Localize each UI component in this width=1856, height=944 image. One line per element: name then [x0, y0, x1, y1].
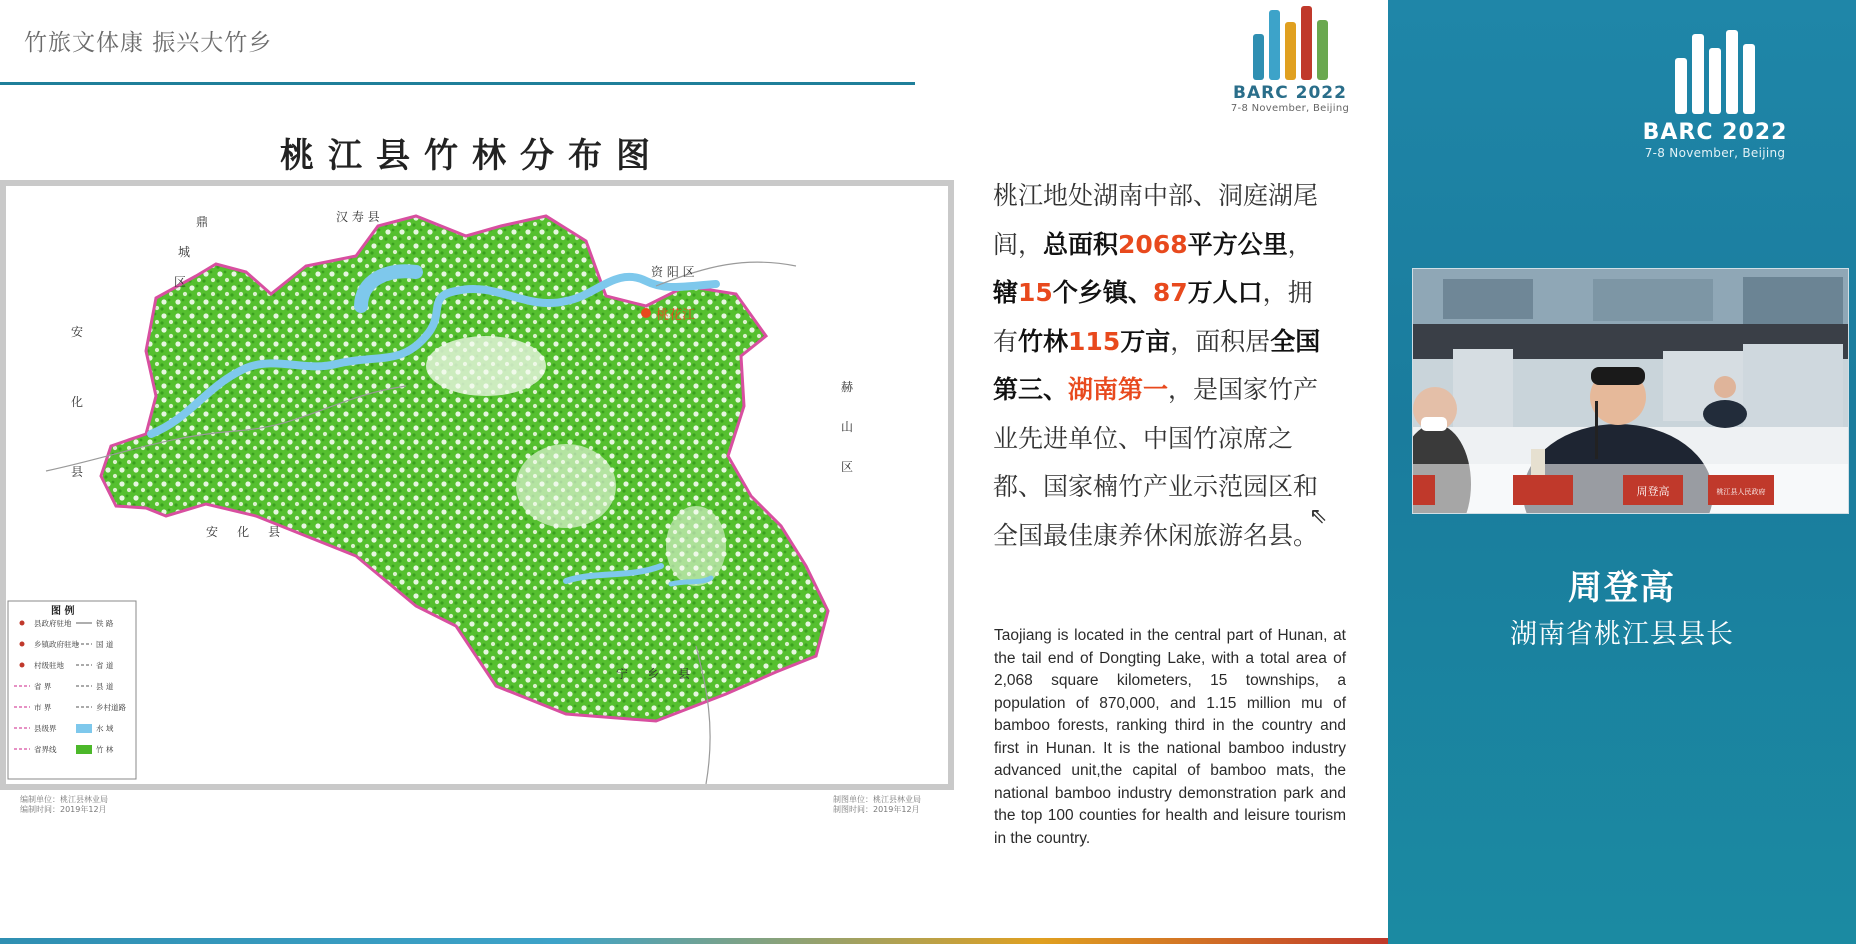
map-canvas: [6, 186, 948, 784]
legend-item-label: 乡村道路: [96, 703, 126, 712]
map-legend: [8, 601, 136, 779]
valley-patch: [516, 444, 616, 528]
zh-highlight-area: 2068: [1118, 229, 1188, 259]
zh-bold-run: 总面积: [1043, 229, 1119, 259]
barc-logo-date: 7-8 November, Beijing: [1230, 103, 1350, 114]
valley-patch: [666, 506, 726, 586]
legend-item-label: 省界线: [34, 745, 57, 754]
legend-item-label: 竹 林: [96, 745, 114, 754]
label-e-2: 山: [841, 420, 854, 434]
zh-bold-run: 平方公里: [1187, 229, 1288, 259]
speaker-sidebar: [1388, 0, 1856, 944]
label-ne: 资 阳 区: [651, 265, 695, 279]
legend-item-label: 县级界: [34, 724, 57, 733]
valley-patch: [426, 336, 546, 396]
legend-item-label: 省 界: [34, 682, 52, 691]
zh-bold-run: 辖: [993, 278, 1019, 307]
barc-logo: [1226, 2, 1354, 114]
zh-text-run: ，面积居: [1170, 326, 1271, 356]
barc-logo-text: BARC 2022: [1642, 120, 1788, 145]
map-footnote-left: [20, 795, 108, 815]
legend-symbol: [20, 642, 25, 647]
label-w-1: 安: [71, 325, 84, 339]
speaker-video-feed[interactable]: [1412, 268, 1849, 514]
label-north: 汉 寿 县: [336, 210, 380, 224]
speaker-name: 周登高: [1568, 568, 1676, 608]
slide-bottom-strip: [0, 938, 1388, 944]
chinese-description: [993, 172, 1333, 560]
label-nw-3: 区: [174, 275, 187, 289]
map-footnote-line: 制图单位：桃江县林业局: [833, 795, 921, 804]
zh-bold-run: 个乡镇、: [1052, 278, 1153, 307]
capital-marker: [641, 308, 651, 318]
capital-label: 桃花江: [656, 308, 696, 323]
label-south: 宁 乡 县: [616, 667, 691, 681]
label-e-1: 赫: [841, 380, 854, 394]
legend-title: 图 例: [51, 606, 75, 617]
legend-item-label: 县政府驻地: [34, 619, 72, 628]
legend-symbol: [76, 724, 92, 733]
label-south-inner: 安 化 县: [206, 525, 281, 539]
zh-highlight-population: 87: [1152, 278, 1188, 307]
legend-item-label: 省 道: [96, 661, 114, 670]
legend-item-label: 村级驻地: [34, 661, 64, 670]
legend-symbol: [76, 745, 92, 754]
legend-symbol: [20, 663, 25, 668]
zh-text-run: ，拥有: [993, 278, 1313, 356]
zh-bold-run: 万人口: [1187, 278, 1263, 307]
slide-slogan: 竹旅文体康 振兴大竹乡: [24, 30, 273, 56]
legend-item-label: 县 道: [96, 682, 114, 691]
header-divider: [0, 82, 915, 85]
label-nw-2: 城: [178, 245, 191, 259]
zh-highlight-townships: 15: [1018, 278, 1053, 307]
label-nw-1: 鼎: [196, 215, 209, 229]
barc-logo-text: BARC 2022: [1233, 83, 1347, 103]
legend-symbol: [20, 621, 25, 626]
barc-logo-date: 7-8 November, Beijing: [1644, 146, 1786, 160]
bamboo-distribution-map: [0, 180, 954, 790]
zh-highlight-rank: 湖南第一: [1068, 375, 1169, 404]
zh-bold-run: 万亩: [1120, 326, 1171, 356]
label-e-3: 区: [841, 460, 854, 474]
map-title: 桃江县竹林分布图: [280, 136, 664, 176]
speaker-title: 湖南省桃江县县长: [1510, 619, 1734, 650]
bamboo-icon: [1630, 36, 1800, 114]
map-footnote-line: 制图时间：2019年12月: [833, 805, 920, 814]
video-nameplate: 周登高: [1636, 485, 1670, 498]
zh-text-run: 桃江地处湖南中部、洞庭湖尾闾，: [993, 181, 1319, 259]
label-w-2: 化: [71, 395, 84, 409]
zh-highlight-bamboo: 115: [1068, 326, 1121, 356]
mouse-cursor-icon: ⇖: [1309, 504, 1328, 529]
zh-bold-run: 全国第三、: [993, 326, 1321, 404]
legend-item-label: 市 界: [34, 703, 52, 712]
barc-logo-sidebar: [1630, 36, 1800, 160]
legend-item-label: 国 道: [96, 640, 114, 649]
english-description: Taojiang is located in the central part of Hunan, at the tail end of Dongting Lake, with a total area of 2,068 square kilometers, 15 townships, a population of 870,000, and 1.15 million mu of bamboo forests, ranking third in the country and first in Hunan. It is the national bamboo industry advanced unit,the capital of bamboo mats, the national bamboo industry demonstration park and the top 100 counties for health and leisure tourism in the country.: [994, 627, 1346, 847]
legend-item-label: 乡镇政府驻地: [34, 640, 79, 649]
zh-bold-run: 竹林: [1018, 326, 1069, 356]
zh-text-run: ，: [1287, 229, 1313, 259]
label-w-3: 县: [71, 465, 84, 479]
zh-text-run: ，是国家竹产业先进单位、中国竹凉席之都、国家楠竹产业示范园区和全国最佳康养休闲旅游名县。: [993, 375, 1319, 550]
map-footnote-right: [833, 795, 921, 815]
video-frame: [1413, 269, 1849, 514]
video-badge: 桃江县人民政府: [1716, 488, 1766, 496]
map-footnote-line: 编制时间：2019年12月: [20, 805, 107, 814]
map-footnote-line: 编制单位：桃江县林业局: [20, 795, 108, 804]
bamboo-icon: [1226, 2, 1354, 80]
legend-item-label: 水 域: [96, 724, 114, 733]
legend-item-label: 铁 路: [96, 619, 114, 628]
